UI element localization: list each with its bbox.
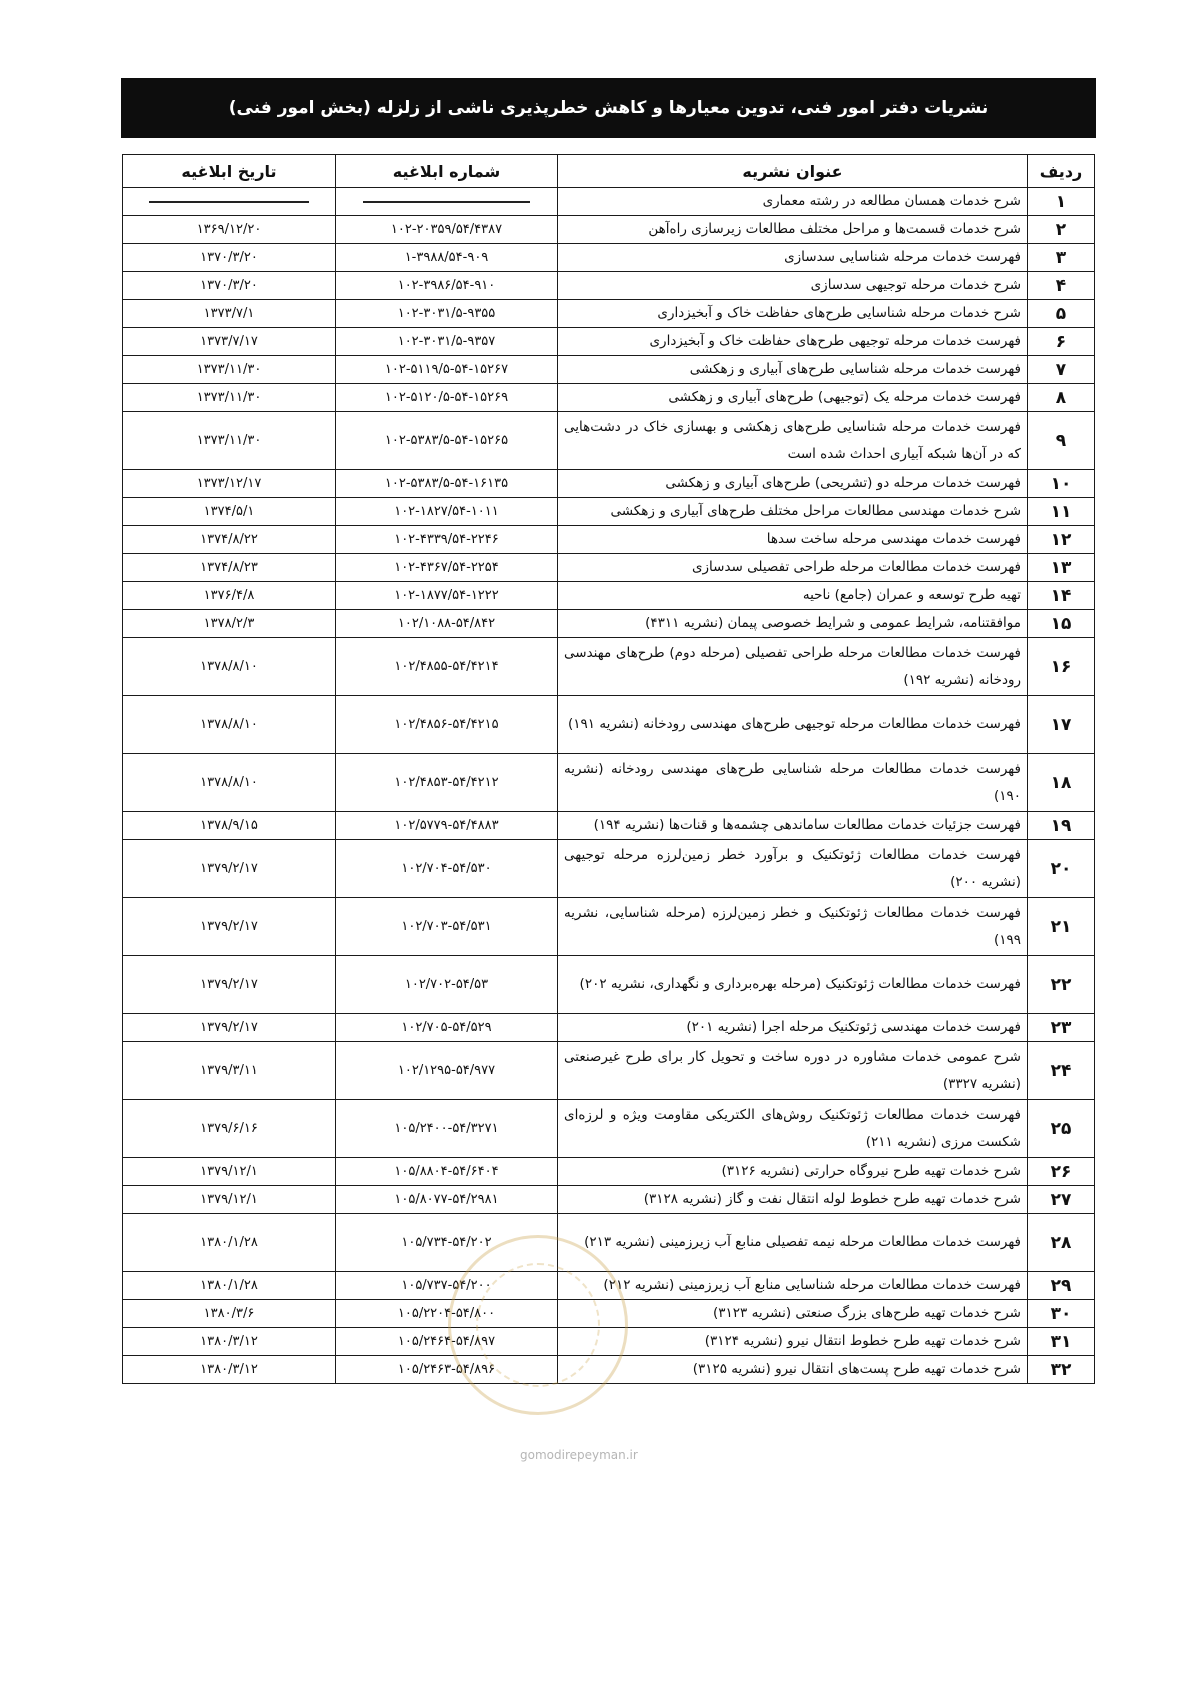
table-row xyxy=(123,582,1095,610)
table-row xyxy=(123,470,1095,498)
row-number-cell: ۲۵ xyxy=(1028,1100,1095,1158)
notification-number-cell: ۱۰۲-۵۳۸۳/۵-۵۴-۱۶۱۳۵ xyxy=(336,470,558,498)
table-row xyxy=(123,554,1095,582)
row-number-cell: ۲۱ xyxy=(1028,898,1095,956)
row-number-cell: ۲۰ xyxy=(1028,840,1095,898)
table-row xyxy=(123,1272,1095,1300)
publication-title-cell: شرح خدمات قسمت‌ها و مراحل مختلف مطالعات زیرسازی راه‌آهن xyxy=(558,216,1028,244)
publication-title-cell: شرح خدمات مرحله شناسایی طرح‌های حفاظت خاک و آبخیزداری xyxy=(558,300,1028,328)
row-number-cell: ۶ xyxy=(1028,328,1095,356)
table-row xyxy=(123,1014,1095,1042)
table-row xyxy=(123,956,1095,1014)
publication-title-cell: شرح خدمات همسان مطالعه در رشته معماری xyxy=(558,188,1028,216)
notification-date-cell: ۱۳۷۳/۷/۱ xyxy=(123,300,336,328)
notification-number-cell: ۱-۳۹۸۸/۵۴-۹۰۹ xyxy=(336,244,558,272)
notification-date-cell: ۱۳۷۳/۱۱/۳۰ xyxy=(123,384,336,412)
notification-number-cell xyxy=(336,188,558,216)
publication-title-cell: تهیه طرح توسعه و عمران (جامع) ناحیه xyxy=(558,582,1028,610)
row-number-cell: ۲ xyxy=(1028,216,1095,244)
notification-number-cell: ۱۰۲/۴۸۵۳-۵۴/۴۲۱۲ xyxy=(336,754,558,812)
table-row xyxy=(123,696,1095,754)
notification-date-cell: ۱۳۸۰/۳/۶ xyxy=(123,1300,336,1328)
notification-date-cell: ۱۳۸۰/۱/۲۸ xyxy=(123,1214,336,1272)
table-row xyxy=(123,1328,1095,1356)
notification-date-cell: ۱۳۷۸/۸/۱۰ xyxy=(123,696,336,754)
notification-date-cell: ۱۳۷۰/۳/۲۰ xyxy=(123,272,336,300)
notification-date-cell: ۱۳۷۹/۱۲/۱ xyxy=(123,1158,336,1186)
publication-title-cell: شرح خدمات تهیه طرح خطوط لوله انتقال نفت و گاز (نشریه ۳۱۲۸) xyxy=(558,1186,1028,1214)
row-number-cell: ۱۴ xyxy=(1028,582,1095,610)
publication-title-cell: شرح خدمات تهیه طرح خطوط انتقال نیرو (نشریه ۳۱۲۴) xyxy=(558,1328,1028,1356)
row-number-cell: ۸ xyxy=(1028,384,1095,412)
row-number-cell: ۲۸ xyxy=(1028,1214,1095,1272)
notification-date-cell: ۱۳۷۴/۸/۲۳ xyxy=(123,554,336,582)
table-row xyxy=(123,1042,1095,1100)
notification-number-cell: ۱۰۵/۲۲۰۴-۵۴/۸۰۰ xyxy=(336,1300,558,1328)
publication-title-cell: فهرست خدمات مرحله دو (تشریحی) طرح‌های آبیاری و زهکشی xyxy=(558,470,1028,498)
table-row xyxy=(123,1186,1095,1214)
notification-date-cell: ۱۳۷۰/۳/۲۰ xyxy=(123,244,336,272)
publication-title-cell: فهرست خدمات مطالعات مرحله شناسایی منابع آب زیرزمینی (نشریه ۲۱۲) xyxy=(558,1272,1028,1300)
notification-date-cell: ۱۳۷۸/۸/۱۰ xyxy=(123,638,336,696)
table-row xyxy=(123,1300,1095,1328)
publication-title-cell: فهرست جزئیات خدمات مطالعات ساماندهی چشمه‌ها و قنات‌ها (نشریه ۱۹۴) xyxy=(558,812,1028,840)
notification-date-cell: ۱۳۷۳/۱۱/۳۰ xyxy=(123,356,336,384)
publications-table xyxy=(122,154,1095,1384)
publication-title-cell: شرح خدمات تهیه طرح پست‌های انتقال نیرو (نشریه ۳۱۲۵) xyxy=(558,1356,1028,1384)
publication-title-cell: فهرست خدمات مطالعات ژئوتکنیک و برآورد خطر زمین‌لرزه مرحله توجیهی (نشریه ۲۰۰) xyxy=(558,840,1028,898)
table-row xyxy=(123,412,1095,470)
row-number-cell: ۴ xyxy=(1028,272,1095,300)
notification-number-cell: ۱۰۵/۲۴۶۳-۵۴/۸۹۶ xyxy=(336,1356,558,1384)
notification-number-cell: ۱۰۲-۲۰۳۵۹/۵۴/۴۳۸۷ xyxy=(336,216,558,244)
empty-value-dash xyxy=(363,201,530,203)
notification-date-cell: ۱۳۷۳/۷/۱۷ xyxy=(123,328,336,356)
notification-date-cell: ۱۳۷۹/۲/۱۷ xyxy=(123,898,336,956)
column-header-number: شماره ابلاغیه xyxy=(336,155,558,188)
row-number-cell: ۲۷ xyxy=(1028,1186,1095,1214)
publication-title-cell: فهرست خدمات مطالعات ژئوتکنیک و خطر زمین‌لرزه (مرحله شناسایی، نشریه ۱۹۹) xyxy=(558,898,1028,956)
row-number-cell: ۳۲ xyxy=(1028,1356,1095,1384)
watermark-url: gomodirepeyman.ir xyxy=(520,1448,638,1462)
row-number-cell: ۲۹ xyxy=(1028,1272,1095,1300)
publication-title-cell: فهرست خدمات مطالعات مرحله شناسایی طرح‌های مهندسی رودخانه (نشریه ۱۹۰) xyxy=(558,754,1028,812)
notification-date-cell: ۱۳۷۴/۵/۱ xyxy=(123,498,336,526)
table-row xyxy=(123,526,1095,554)
table-header xyxy=(123,155,1095,188)
table-row xyxy=(123,356,1095,384)
notification-date-cell: ۱۳۷۳/۱۲/۱۷ xyxy=(123,470,336,498)
header-banner xyxy=(121,78,1096,138)
row-number-cell: ۱۲ xyxy=(1028,526,1095,554)
notification-number-cell: ۱۰۵/۸۸۰۴-۵۴/۶۴۰۴ xyxy=(336,1158,558,1186)
notification-date-cell: ۱۳۷۶/۴/۸ xyxy=(123,582,336,610)
publication-title-cell: فهرست خدمات مرحله شناسایی سدسازی xyxy=(558,244,1028,272)
table-row xyxy=(123,754,1095,812)
publication-title-cell: شرح خدمات تهیه طرح‌های بزرگ صنعتی (نشریه ۳۱۲۳) xyxy=(558,1300,1028,1328)
notification-date-cell: ۱۳۷۸/۹/۱۵ xyxy=(123,812,336,840)
table-row xyxy=(123,216,1095,244)
table-row xyxy=(123,1214,1095,1272)
publication-title-cell: فهرست خدمات مرحله شناسایی طرح‌های آبیاری و زهکشی xyxy=(558,356,1028,384)
row-number-cell: ۱۸ xyxy=(1028,754,1095,812)
publication-title-cell: فهرست خدمات مرحله توجیهی طرح‌های حفاظت خاک و آبخیزداری xyxy=(558,328,1028,356)
table-row xyxy=(123,188,1095,216)
notification-number-cell: ۱۰۲-۳۰۳۱/۵-۹۳۵۵ xyxy=(336,300,558,328)
notification-number-cell: ۱۰۵/۷۳۷-۵۴/۲۰۰ xyxy=(336,1272,558,1300)
row-number-cell: ۳۰ xyxy=(1028,1300,1095,1328)
notification-date-cell: ۱۳۷۹/۱۲/۱ xyxy=(123,1186,336,1214)
row-number-cell: ۱۰ xyxy=(1028,470,1095,498)
column-header-date: تاریخ ابلاغیه xyxy=(123,155,336,188)
notification-date-cell: ۱۳۷۹/۲/۱۷ xyxy=(123,1014,336,1042)
row-number-cell: ۲۳ xyxy=(1028,1014,1095,1042)
notification-number-cell: ۱۰۵/۲۴۰۰-۵۴/۳۲۷۱ xyxy=(336,1100,558,1158)
notification-number-cell: ۱۰۲/۵۷۷۹-۵۴/۴۸۸۳ xyxy=(336,812,558,840)
row-number-cell: ۳۱ xyxy=(1028,1328,1095,1356)
notification-number-cell: ۱۰۲/۱۲۹۵-۵۴/۹۷۷ xyxy=(336,1042,558,1100)
notification-number-cell: ۱۰۲-۳۹۸۶/۵۴-۹۱۰ xyxy=(336,272,558,300)
notification-date-cell: ۱۳۸۰/۳/۱۲ xyxy=(123,1328,336,1356)
table-body xyxy=(123,188,1095,1384)
table-row xyxy=(123,244,1095,272)
publication-title-cell: فهرست خدمات مرحله یک (توجیهی) طرح‌های آبیاری و زهکشی xyxy=(558,384,1028,412)
publication-title-cell: فهرست خدمات مطالعات ژئوتکنیک روش‌های الکتریکی مقاومت ویژه و لرزه‌ای شکست مرزی (نشریه ۲۱۱) xyxy=(558,1100,1028,1158)
notification-number-cell: ۱۰۲-۱۸۷۷/۵۴-۱۲۲۲ xyxy=(336,582,558,610)
row-number-cell: ۱۹ xyxy=(1028,812,1095,840)
notification-number-cell: ۱۰۲-۳۰۳۱/۵-۹۳۵۷ xyxy=(336,328,558,356)
notification-number-cell: ۱۰۵/۲۴۶۴-۵۴/۸۹۷ xyxy=(336,1328,558,1356)
publication-title-cell: فهرست خدمات مطالعات مرحله نیمه تفصیلی منابع آب زیرزمینی (نشریه ۲۱۳) xyxy=(558,1214,1028,1272)
column-header-row-no: ردیف xyxy=(1028,155,1095,188)
table-row xyxy=(123,300,1095,328)
notification-number-cell: ۱۰۲/۴۸۵۵-۵۴/۴۲۱۴ xyxy=(336,638,558,696)
notification-date-cell: ۱۳۷۸/۸/۱۰ xyxy=(123,754,336,812)
notification-date-cell: ۱۳۸۰/۳/۱۲ xyxy=(123,1356,336,1384)
row-number-cell: ۳ xyxy=(1028,244,1095,272)
table-row xyxy=(123,1100,1095,1158)
row-number-cell: ۱۱ xyxy=(1028,498,1095,526)
notification-number-cell: ۱۰۲-۵۱۲۰/۵-۵۴-۱۵۲۶۹ xyxy=(336,384,558,412)
row-number-cell: ۵ xyxy=(1028,300,1095,328)
table-row xyxy=(123,1158,1095,1186)
notification-date-cell: ۱۳۷۹/۲/۱۷ xyxy=(123,956,336,1014)
notification-date-cell: ۱۳۷۹/۳/۱۱ xyxy=(123,1042,336,1100)
publication-title-cell: شرح عمومی خدمات مشاوره در دوره ساخت و تحویل کار برای طرح غیرصنعتی (نشریه ۳۳۲۷) xyxy=(558,1042,1028,1100)
notification-date-cell: ۱۳۷۴/۸/۲۲ xyxy=(123,526,336,554)
column-header-title: عنوان نشریه xyxy=(558,155,1028,188)
notification-number-cell: ۱۰۲-۴۳۳۹/۵۴-۲۲۴۶ xyxy=(336,526,558,554)
notification-number-cell: ۱۰۲-۴۳۶۷/۵۴-۲۲۵۴ xyxy=(336,554,558,582)
notification-number-cell: ۱۰۵/۸۰۷۷-۵۴/۲۹۸۱ xyxy=(336,1186,558,1214)
row-number-cell: ۱ xyxy=(1028,188,1095,216)
table-row xyxy=(123,384,1095,412)
table-row xyxy=(123,498,1095,526)
notification-number-cell: ۱۰۵/۷۳۴-۵۴/۲۰۲ xyxy=(336,1214,558,1272)
row-number-cell: ۱۳ xyxy=(1028,554,1095,582)
notification-number-cell: ۱۰۲-۱۸۲۷/۵۴-۱۰۱۱ xyxy=(336,498,558,526)
publication-title-cell: فهرست خدمات مطالعات ژئوتکنیک (مرحله بهره‌برداری و نگهداری، نشریه ۲۰۲) xyxy=(558,956,1028,1014)
row-number-cell: ۹ xyxy=(1028,412,1095,470)
table-row xyxy=(123,898,1095,956)
row-number-cell: ۲۲ xyxy=(1028,956,1095,1014)
row-number-cell: ۲۶ xyxy=(1028,1158,1095,1186)
notification-date-cell xyxy=(123,188,336,216)
notification-number-cell: ۱۰۲-۵۳۸۳/۵-۵۴-۱۵۲۶۵ xyxy=(336,412,558,470)
table-row xyxy=(123,638,1095,696)
notification-date-cell: ۱۳۷۹/۲/۱۷ xyxy=(123,840,336,898)
notification-date-cell: ۱۳۷۸/۲/۳ xyxy=(123,610,336,638)
publication-title-cell: شرح خدمات مهندسی مطالعات مراحل مختلف طرح‌های آبیاری و زهکشی xyxy=(558,498,1028,526)
publication-title-cell: فهرست خدمات مطالعات مرحله طراحی تفصیلی سدسازی xyxy=(558,554,1028,582)
publication-title-cell: فهرست خدمات مطالعات مرحله طراحی تفصیلی (مرحله دوم) طرح‌های مهندسی رودخانه (نشریه ۱۹۲) xyxy=(558,638,1028,696)
publication-title-cell: شرح خدمات تهیه طرح نیروگاه حرارتی (نشریه ۳۱۲۶) xyxy=(558,1158,1028,1186)
notification-number-cell: ۱۰۲/۷۰۲-۵۴/۵۳ xyxy=(336,956,558,1014)
notification-date-cell: ۱۳۸۰/۱/۲۸ xyxy=(123,1272,336,1300)
notification-date-cell: ۱۳۶۹/۱۲/۲۰ xyxy=(123,216,336,244)
notification-number-cell: ۱۰۲/۷۰۴-۵۴/۵۳۰ xyxy=(336,840,558,898)
notification-number-cell: ۱۰۲/۴۸۵۶-۵۴/۴۲۱۵ xyxy=(336,696,558,754)
notification-number-cell: ۱۰۲-۵۱۱۹/۵-۵۴-۱۵۲۶۷ xyxy=(336,356,558,384)
row-number-cell: ۱۵ xyxy=(1028,610,1095,638)
table-row xyxy=(123,812,1095,840)
row-number-cell: ۷ xyxy=(1028,356,1095,384)
publication-title-cell: فهرست خدمات مهندسی ژئوتکنیک مرحله اجرا (نشریه ۲۰۱) xyxy=(558,1014,1028,1042)
table-row xyxy=(123,610,1095,638)
table-row xyxy=(123,840,1095,898)
table-row xyxy=(123,328,1095,356)
publication-title-cell: شرح خدمات مرحله توجیهی سدسازی xyxy=(558,272,1028,300)
table-row xyxy=(123,1356,1095,1384)
row-number-cell: ۱۷ xyxy=(1028,696,1095,754)
row-number-cell: ۲۴ xyxy=(1028,1042,1095,1100)
notification-date-cell: ۱۳۷۹/۶/۱۶ xyxy=(123,1100,336,1158)
notification-number-cell: ۱۰۲/۱۰۸۸-۵۴/۸۴۲ xyxy=(336,610,558,638)
notification-date-cell: ۱۳۷۳/۱۱/۳۰ xyxy=(123,412,336,470)
empty-value-dash xyxy=(149,201,309,203)
table-row xyxy=(123,272,1095,300)
header-title: نشریات دفتر امور فنی، تدوین معیارها و کاهش خطرپذیری ناشی از زلزله (بخش امور فنی) xyxy=(228,98,989,118)
publication-title-cell: فهرست خدمات مطالعات مرحله توجیهی طرح‌های مهندسی رودخانه (نشریه ۱۹۱) xyxy=(558,696,1028,754)
publication-title-cell: فهرست خدمات مرحله شناسایی طرح‌های زهکشی و بهسازی خاک در دشت‌هایی که در آن‌ها شبکه آبیاری احداث شده است xyxy=(558,412,1028,470)
notification-number-cell: ۱۰۲/۷۰۳-۵۴/۵۳۱ xyxy=(336,898,558,956)
notification-number-cell: ۱۰۲/۷۰۵-۵۴/۵۲۹ xyxy=(336,1014,558,1042)
publication-title-cell: موافقتنامه، شرایط عمومی و شرایط خصوصی پیمان (نشریه ۴۳۱۱) xyxy=(558,610,1028,638)
publication-title-cell: فهرست خدمات مهندسی مرحله ساخت سدها xyxy=(558,526,1028,554)
row-number-cell: ۱۶ xyxy=(1028,638,1095,696)
